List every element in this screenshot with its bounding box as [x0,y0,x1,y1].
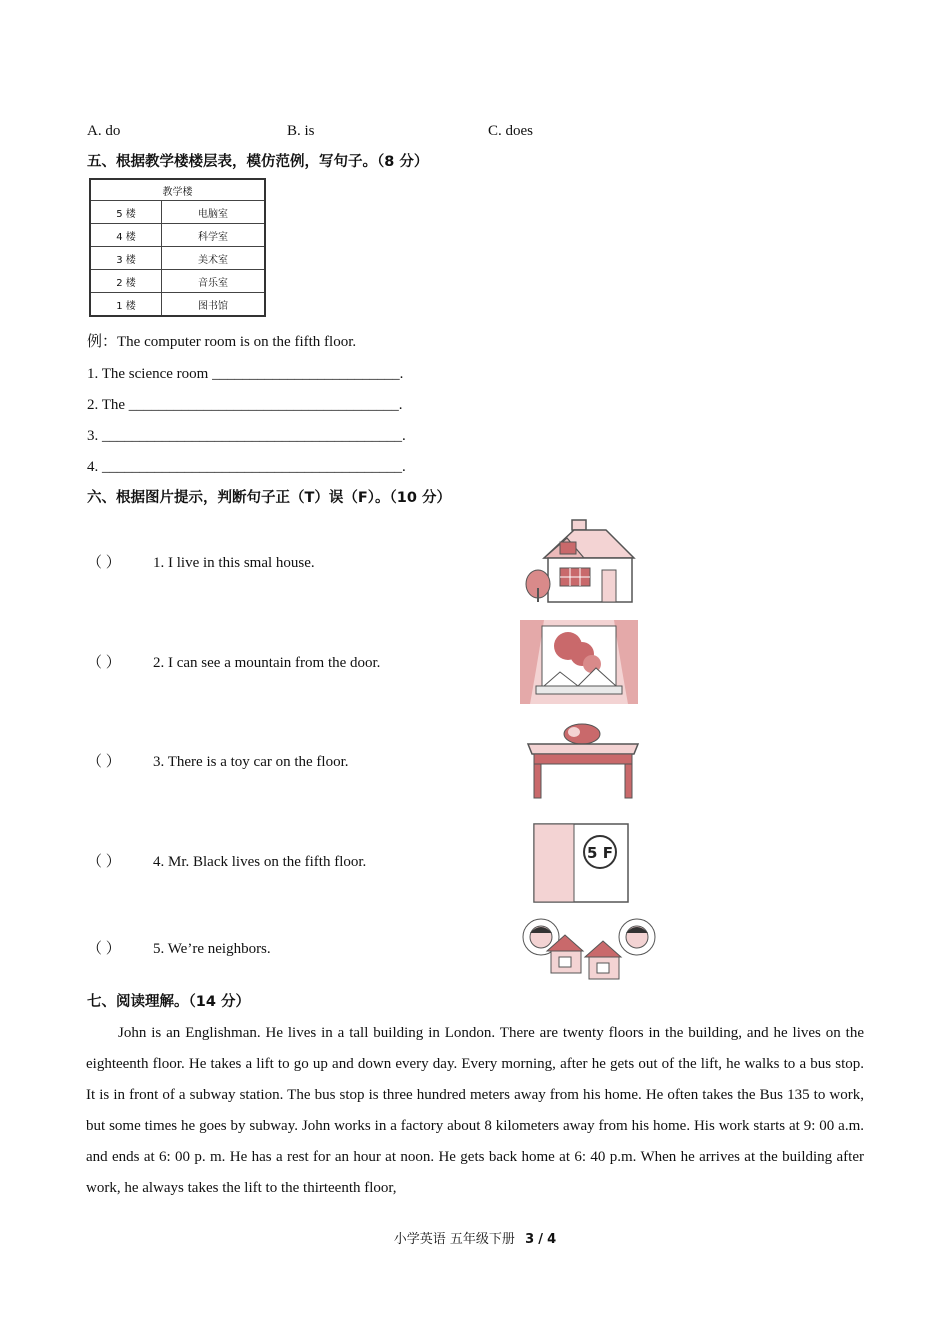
table-title: 教学楼 [90,179,265,201]
neighbors-picture [521,915,659,981]
answer-line-4[interactable]: 4. ________________________________________. [87,459,406,475]
table-row: 3 楼 美术室 [90,247,265,270]
floor-sign: 5 F [587,844,613,862]
table-row: 2 楼 音乐室 [90,270,265,293]
example-sentence: 例：The computer room is on the fifth floor. [87,334,357,350]
table-picture [522,718,642,802]
tf-statement-2: 2. I can see a mountain from the door. [153,655,381,671]
fifth-floor-door-picture [524,822,630,906]
tf-statement-3: 3. There is a toy car on the floor. [153,754,349,770]
page-total: 4 [547,1232,557,1247]
tf-statement-1: 1. I live in this smal house. [153,555,315,571]
table-row: 4 楼 科学室 [90,224,265,247]
answer-line-3[interactable]: 3. ________________________________________. [87,428,406,444]
page-footer [0,1228,950,1247]
tf-statement-4: 4. Mr. Black lives on the fifth floor. [153,854,367,870]
tf-paren-4[interactable]: （ ） [87,854,121,870]
building-floor-table [89,178,266,317]
page-separator: / [538,1232,544,1247]
option-b: B. is [287,123,315,139]
answer-line-2[interactable]: 2. The ____________________________________. [87,397,403,413]
table-row: 5 楼 电脑室 [90,201,265,224]
tf-paren-3[interactable]: （ ） [87,754,121,770]
footer-label: 小学英语 五年级下册 [393,1232,515,1247]
section5-title: 五、根据教学楼楼层表，模仿范例，写句子。（8 分） [87,154,429,170]
page-number: 3 [525,1232,535,1247]
tf-paren-2[interactable]: （ ） [87,655,121,671]
answer-line-1[interactable]: 1. The science room _________________________. [87,366,404,382]
reading-passage: John is an Englishman. He lives in a tall building in London. There are twenty floors in the building, and he lives on the eighteenth floor. He takes a lift to go up and down every day. Every morning, after he gets out of the lift, he walks to a bus stop. It is in front of a subway station. The bus stop is three hundred meters away from his home. He often takes the Bus 135 to work, but some times he goes by subway. John works in a factory about 8 kilometers away from his home. His work starts at 9: 00 a.m. and ends at 6: 00 p. m. He has a rest for an hour at noon. He gets back home at 6: 40 p.m. When he arrives at the building after work, he always takes the lift to the thirteenth floor, [86,1025,864,1196]
option-a: A. do [87,123,121,139]
tf-paren-1[interactable]: （ ） [87,555,121,571]
option-c: C. does [488,123,533,139]
house-picture [522,518,637,606]
section7-title: 七、阅读理解。（14 分） [87,994,250,1010]
table-row: 1 楼 图书馆 [90,293,265,317]
window-view-picture [520,620,638,704]
tf-paren-5[interactable]: （ ） [87,941,121,957]
tf-statement-5: 5. We’re neighbors. [153,941,271,957]
section6-title: 六、根据图片提示，判断句子正（T）误（F）。（10 分） [87,490,452,506]
